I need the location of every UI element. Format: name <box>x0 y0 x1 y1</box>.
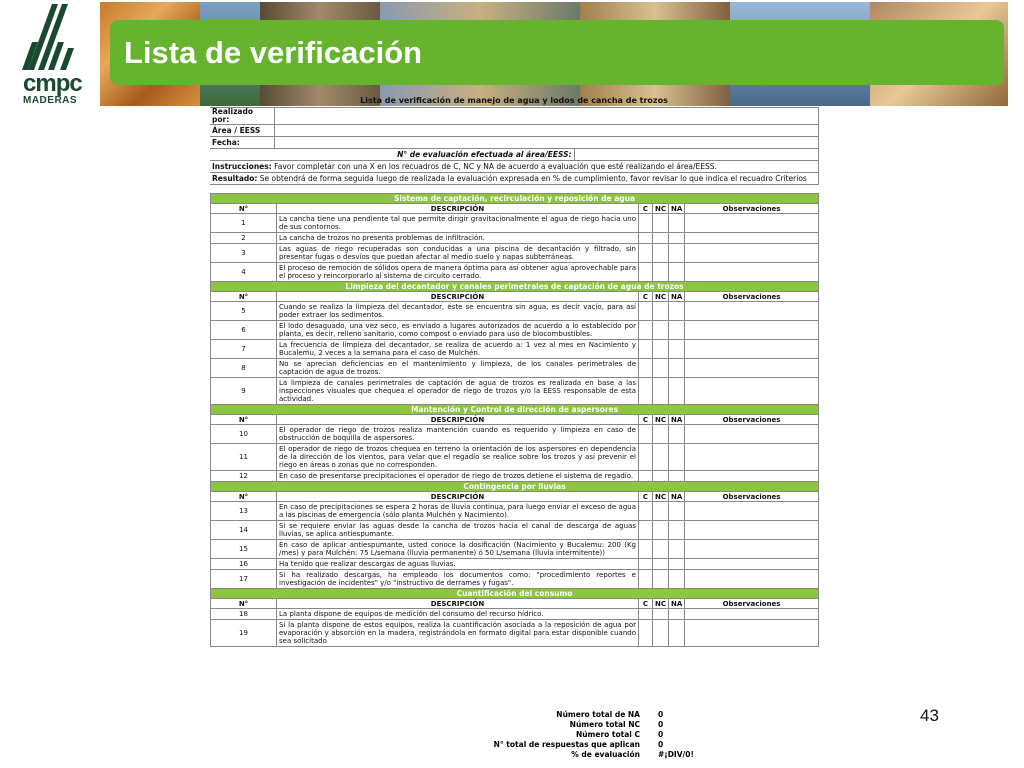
c-checkbox-cell[interactable] <box>639 359 653 378</box>
nc-checkbox-cell[interactable] <box>653 609 669 620</box>
resultado-row <box>210 173 818 185</box>
fecha-field[interactable] <box>274 137 818 149</box>
item-number: 5 <box>211 302 277 321</box>
na-checkbox-cell[interactable] <box>669 425 685 444</box>
na-checkbox-cell[interactable] <box>669 609 685 620</box>
col-obs-header: Observaciones <box>685 492 819 502</box>
c-checkbox-cell[interactable] <box>639 425 653 444</box>
nc-checkbox-cell[interactable] <box>653 540 669 559</box>
nc-checkbox-cell[interactable] <box>653 321 669 340</box>
observaciones-cell[interactable] <box>685 378 819 405</box>
na-checkbox-cell[interactable] <box>669 502 685 521</box>
item-description: Ha tenido que realizar descargas de aguas lluvias. <box>277 559 639 570</box>
checklist-row <box>211 540 819 559</box>
num-evaluacion-field[interactable] <box>574 149 818 161</box>
item-description: Si se requiere enviar las aguas desde la cancha de trozos hacia el canal de descarga de aguas lluvias, se aplica antiespumante. <box>277 521 639 540</box>
checklist-row <box>211 378 819 405</box>
col-c-header: C <box>639 204 653 214</box>
c-checkbox-cell[interactable] <box>639 263 653 282</box>
nc-checkbox-cell[interactable] <box>653 302 669 321</box>
nc-checkbox-cell[interactable] <box>653 444 669 471</box>
col-obs-header: Observaciones <box>685 204 819 214</box>
observaciones-cell[interactable] <box>685 570 819 589</box>
col-nc-header: NC <box>653 292 669 302</box>
checklist-row <box>211 559 819 570</box>
nc-checkbox-cell[interactable] <box>653 620 669 647</box>
cmpc-logo <box>8 2 94 106</box>
column-header-row <box>211 292 819 302</box>
na-checkbox-cell[interactable] <box>669 620 685 647</box>
item-description: La planta dispone de equipos de medición del consumo del recurso hídrico. <box>277 609 639 620</box>
item-number: 9 <box>211 378 277 405</box>
meta-fields <box>210 107 819 185</box>
section-title: Limpieza del decantador y canales perimetrales de captación de agua de trozos <box>211 282 819 292</box>
na-checkbox-cell[interactable] <box>669 378 685 405</box>
nc-checkbox-cell[interactable] <box>653 521 669 540</box>
c-checkbox-cell[interactable] <box>639 570 653 589</box>
observaciones-cell[interactable] <box>685 340 819 359</box>
logo-brand-text: cmpc <box>23 70 82 97</box>
na-checkbox-cell[interactable] <box>669 302 685 321</box>
item-description: El operador de riego de trozos realiza mantención cuando es requerido y limpieza en caso de obstrucción de boquilla de aspersores. <box>277 425 639 444</box>
col-nc-header: NC <box>653 415 669 425</box>
item-description: El lodo desaguado, una vez seco, es enviado a lugares autorizados de acuerdo a lo establecido por planta, es decir, relleno sanitario, como compost o enviado para uso de biocombustibles. <box>277 321 639 340</box>
c-checkbox-cell[interactable] <box>639 502 653 521</box>
page-number: 43 <box>920 706 939 725</box>
item-description: En caso de aplicar antiespumante, usted conoce la dosificación (Nacimiento y Bucalemu: 200 (Kg /mes) y para Mulchén: 75 L/semana (lluvia permanente) ó 50 L/semana (lluvia intermitente)) <box>277 540 639 559</box>
nc-checkbox-cell[interactable] <box>653 502 669 521</box>
checklist-row <box>211 359 819 378</box>
nc-checkbox-cell[interactable] <box>653 570 669 589</box>
na-checkbox-cell[interactable] <box>669 233 685 244</box>
col-na-header: NA <box>669 292 685 302</box>
meta-table <box>210 95 818 107</box>
item-number: 7 <box>211 340 277 359</box>
col-na-header: NA <box>669 204 685 214</box>
observaciones-cell[interactable] <box>685 620 819 647</box>
item-description: En caso de presentarse precipitaciones el operador de riego de trozos detiene el sistema de regadío. <box>277 471 639 482</box>
checklist-row <box>211 502 819 521</box>
col-na-header: NA <box>669 599 685 609</box>
col-desc-header: DESCRIPCIÓN <box>277 415 639 425</box>
col-desc-header: DESCRIPCIÓN <box>277 292 639 302</box>
resultado-text: Se obtendrá de forma seguida luego de realizada la evaluación expresada en % de cumplimiento, favor revisar lo que indica el recuadro Criterios <box>259 173 807 183</box>
item-description: Si ha realizado descargas, ha empleado los documentos como: "procedimiento reportes e investigación de incidentes" y/o "instructivo de derrames y fugas". <box>277 570 639 589</box>
na-checkbox-cell[interactable] <box>669 214 685 233</box>
col-c-header: C <box>639 292 653 302</box>
item-description: Cuando se realiza la limpieza del decantador, éste se encuentra sin agua, es decir vacío, para así poder extraer los sedimentos. <box>277 302 639 321</box>
summary-label: % de evaluación <box>571 750 640 759</box>
observaciones-cell[interactable] <box>685 425 819 444</box>
item-description: La frecuencia de limpieza del decantador, se realiza de acuerdo a: 1 vez al mes en Nacimiento y Bucalemu, 2 veces a la semana para el caso de Mulchén. <box>277 340 639 359</box>
item-number: 14 <box>211 521 277 540</box>
item-description: El proceso de remoción de sólidos opera de manera óptima para así obtener agua aprovechable para el proceso y reincorporarlo al sistema de circuito cerrado. <box>277 263 639 282</box>
nc-checkbox-cell[interactable] <box>653 214 669 233</box>
section-title: Cuantificación del consumo <box>211 589 819 599</box>
na-checkbox-cell[interactable] <box>669 559 685 570</box>
checklist-table <box>210 193 819 647</box>
nc-checkbox-cell[interactable] <box>653 340 669 359</box>
checklist-row <box>211 609 819 620</box>
column-header-row <box>211 415 819 425</box>
nc-checkbox-cell[interactable] <box>653 359 669 378</box>
fecha-label: Fecha: <box>210 137 274 149</box>
checklist-row <box>211 302 819 321</box>
sheet-title: Lista de verificación de manejo de agua y lodos de cancha de trozos <box>360 96 668 105</box>
item-description: Si la planta dispone de estos equipos, realiza la cuantificación asociada a la reposición de agua por evaporación y absorción en la madera, registrándola en formato digital para estar disponible cuando sea solicitado <box>277 620 639 647</box>
summary-label: Número total NC <box>569 720 640 729</box>
item-description: Las aguas de riego recuperadas son conducidas a una piscina de decantación y filtrado, sin presentar fugas o desvíos que puedan afectar al medio suelo y napas subterráneas. <box>277 244 639 263</box>
resultado-label: Resultado: <box>212 173 258 183</box>
instrucciones-row <box>210 161 818 173</box>
na-checkbox-cell[interactable] <box>669 444 685 471</box>
checklist-row <box>211 233 819 244</box>
na-checkbox-cell[interactable] <box>669 340 685 359</box>
observaciones-cell[interactable] <box>685 609 819 620</box>
na-checkbox-cell[interactable] <box>669 263 685 282</box>
col-obs-header: Observaciones <box>685 415 819 425</box>
checklist-row <box>211 263 819 282</box>
na-checkbox-cell[interactable] <box>669 540 685 559</box>
na-checkbox-cell[interactable] <box>669 570 685 589</box>
observaciones-cell[interactable] <box>685 214 819 233</box>
nc-checkbox-cell[interactable] <box>653 378 669 405</box>
checklist-row <box>211 570 819 589</box>
observaciones-cell[interactable] <box>685 302 819 321</box>
summary-label: Número total de NA <box>556 710 640 719</box>
col-obs-header: Observaciones <box>685 292 819 302</box>
col-obs-header: Observaciones <box>685 599 819 609</box>
na-checkbox-cell[interactable] <box>669 359 685 378</box>
item-number: 17 <box>211 570 277 589</box>
observaciones-cell[interactable] <box>685 502 819 521</box>
realizado-por-field[interactable] <box>274 108 818 125</box>
col-nc-header: NC <box>653 204 669 214</box>
c-checkbox-cell[interactable] <box>639 214 653 233</box>
observaciones-cell[interactable] <box>685 559 819 570</box>
c-checkbox-cell[interactable] <box>639 233 653 244</box>
item-number: 4 <box>211 263 277 282</box>
checklist-row <box>211 214 819 233</box>
checklist-row <box>211 620 819 647</box>
section-header <box>211 482 819 492</box>
observaciones-cell[interactable] <box>685 444 819 471</box>
item-number: 13 <box>211 502 277 521</box>
nc-checkbox-cell[interactable] <box>653 233 669 244</box>
item-number: 6 <box>211 321 277 340</box>
col-num-header: N° <box>211 204 277 214</box>
c-checkbox-cell[interactable] <box>639 559 653 570</box>
section-header <box>211 405 819 415</box>
checklist-row <box>211 471 819 482</box>
num-evaluacion-label: N° de evaluación efectuada al área/EESS: <box>210 149 574 161</box>
item-number: 19 <box>211 620 277 647</box>
section-header <box>211 282 819 292</box>
checklist-sheet <box>210 95 818 647</box>
observaciones-cell[interactable] <box>685 521 819 540</box>
slide-title-box <box>110 20 1004 85</box>
item-description: No se aprecian deficiencias en el mantenimiento y limpieza, de los canales perimetrales de captación de agua de trozos. <box>277 359 639 378</box>
logo-sub-text: MADERAS <box>23 95 78 106</box>
c-checkbox-cell[interactable] <box>639 521 653 540</box>
c-checkbox-cell[interactable] <box>639 620 653 647</box>
item-number: 16 <box>211 559 277 570</box>
checklist-row <box>211 444 819 471</box>
item-number: 12 <box>211 471 277 482</box>
observaciones-cell[interactable] <box>685 244 819 263</box>
item-description: La cancha tiene una pendiente tal que permite dirigir gravitacionalmente el agua de riego hacia uno de sus contornos. <box>277 214 639 233</box>
na-checkbox-cell[interactable] <box>669 521 685 540</box>
instrucciones-label: Instrucciones: <box>212 161 272 171</box>
c-checkbox-cell[interactable] <box>639 378 653 405</box>
nc-checkbox-cell[interactable] <box>653 471 669 482</box>
observaciones-cell[interactable] <box>685 233 819 244</box>
c-checkbox-cell[interactable] <box>639 444 653 471</box>
col-na-header: NA <box>669 415 685 425</box>
section-header <box>211 194 819 204</box>
observaciones-cell[interactable] <box>685 540 819 559</box>
summary-value: 0 <box>658 710 664 719</box>
section-header <box>211 589 819 599</box>
c-checkbox-cell[interactable] <box>639 244 653 263</box>
c-checkbox-cell[interactable] <box>639 321 653 340</box>
col-num-header: N° <box>211 415 277 425</box>
observaciones-cell[interactable] <box>685 263 819 282</box>
c-checkbox-cell[interactable] <box>639 609 653 620</box>
summary-value: #¡DIV/0! <box>658 750 694 759</box>
column-header-row <box>211 492 819 502</box>
section-title: Sistema de captación, recirculación y reposición de agua <box>211 194 819 204</box>
item-description: La cancha de trozos no presenta problemas de infiltración. <box>277 233 639 244</box>
item-number: 15 <box>211 540 277 559</box>
col-c-header: C <box>639 599 653 609</box>
col-num-header: N° <box>211 492 277 502</box>
col-c-header: C <box>639 492 653 502</box>
observaciones-cell[interactable] <box>685 471 819 482</box>
col-num-header: N° <box>211 599 277 609</box>
observaciones-cell[interactable] <box>685 321 819 340</box>
col-nc-header: NC <box>653 599 669 609</box>
summary-label: N° total de respuestas que aplican <box>493 740 640 749</box>
nc-checkbox-cell[interactable] <box>653 559 669 570</box>
realizado-por-label: Realizado por: <box>210 108 274 125</box>
item-number: 2 <box>211 233 277 244</box>
slide-title: Lista de verificación <box>124 35 423 70</box>
checklist-row <box>211 321 819 340</box>
na-checkbox-cell[interactable] <box>669 244 685 263</box>
na-checkbox-cell[interactable] <box>669 471 685 482</box>
nc-checkbox-cell[interactable] <box>653 263 669 282</box>
nc-checkbox-cell[interactable] <box>653 244 669 263</box>
section-title: Contingencia por lluvias <box>211 482 819 492</box>
col-desc-header: DESCRIPCIÓN <box>277 492 639 502</box>
section-title: Mantención y Control de dirección de aspersores <box>211 405 819 415</box>
col-desc-header: DESCRIPCIÓN <box>277 204 639 214</box>
summary-value: 0 <box>658 720 664 729</box>
col-desc-header: DESCRIPCIÓN <box>277 599 639 609</box>
summary-value: 0 <box>658 730 664 739</box>
nc-checkbox-cell[interactable] <box>653 425 669 444</box>
col-num-header: N° <box>211 292 277 302</box>
summary-value: 0 <box>658 740 664 749</box>
instrucciones-text: Favor completar con una X en los recuadros de C, NC y NA de acuerdo a evaluación que esté realizando el área/EESS. <box>274 161 717 171</box>
col-na-header: NA <box>669 492 685 502</box>
column-header-row <box>211 204 819 214</box>
item-description: En caso de precipitaciones se espera 2 horas de lluvia continua, para luego enviar el exceso de agua a las piscinas de emergencia (sólo planta Mulchén y Nacimiento). <box>277 502 639 521</box>
cmpc-logo-mark <box>8 2 94 72</box>
column-header-row <box>211 599 819 609</box>
area-field[interactable] <box>274 125 818 137</box>
summary-label: Número total C <box>575 730 640 739</box>
observaciones-cell[interactable] <box>685 359 819 378</box>
item-description: El operador de riego de trozos chequea en terreno la orientación de los aspersores en dependencia de la dirección de los vientos, para velar que el regadío se realice sobre los trozos y así prevenir el riego en áreas o zonas que no corresponden. <box>277 444 639 471</box>
checklist-row <box>211 521 819 540</box>
item-description: La limpieza de canales perimetrales de captación de agua de trozos es realizada en base a las inspecciones visuales que chequea el operador de riego de trozos y/o la EESS responsable de esta actividad. <box>277 378 639 405</box>
item-number: 3 <box>211 244 277 263</box>
c-checkbox-cell[interactable] <box>639 340 653 359</box>
item-number: 1 <box>211 214 277 233</box>
item-number: 10 <box>211 425 277 444</box>
area-label: Área / EESS <box>210 125 274 137</box>
na-checkbox-cell[interactable] <box>669 321 685 340</box>
checklist-row <box>211 425 819 444</box>
item-number: 11 <box>211 444 277 471</box>
col-nc-header: NC <box>653 492 669 502</box>
item-number: 8 <box>211 359 277 378</box>
item-number: 18 <box>211 609 277 620</box>
col-c-header: C <box>639 415 653 425</box>
c-checkbox-cell[interactable] <box>639 471 653 482</box>
checklist-row <box>211 244 819 263</box>
checklist-row <box>211 340 819 359</box>
c-checkbox-cell[interactable] <box>639 302 653 321</box>
c-checkbox-cell[interactable] <box>639 540 653 559</box>
